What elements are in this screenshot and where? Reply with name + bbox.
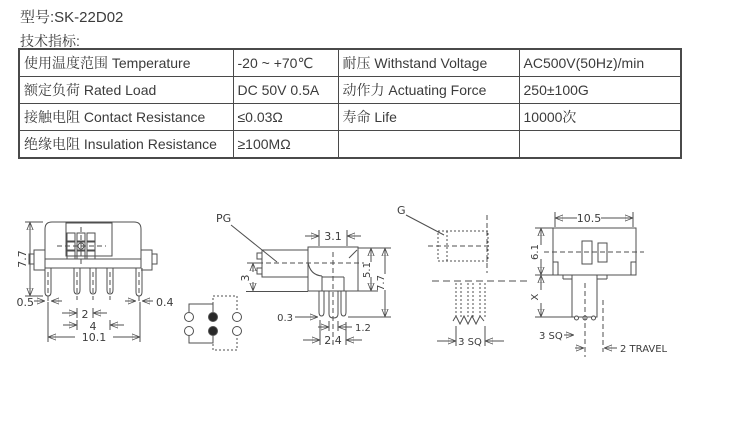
terminal-dot — [185, 327, 194, 336]
tech-spec-section-label: 技术指标: — [20, 33, 80, 49]
spec-name-cell: 绝缘电阻 Insulation Resistance — [19, 131, 233, 159]
shaft-view — [397, 204, 528, 348]
spec-table — [18, 48, 682, 159]
dim-side-top-width: 3.1 — [324, 230, 342, 243]
dim-front-pitch: 2 — [81, 308, 89, 321]
dim-side-pin-thickness: 0.3 — [277, 313, 293, 324]
dim-shaft-square: 3 SQ — [458, 337, 482, 348]
spec-value-cell: ≤0.03Ω — [233, 104, 338, 131]
knob-label: G — [397, 204, 406, 217]
terminal-dot — [233, 327, 242, 336]
dim-top-stem: X — [530, 293, 541, 301]
dim-front-width: 10.1 — [81, 331, 107, 344]
spec-value-cell — [519, 131, 681, 159]
spec-value-cell: 250±100G — [519, 77, 681, 104]
table-row — [19, 49, 681, 77]
top-view — [530, 212, 668, 357]
dim-side-total-height: 7.7 — [376, 275, 387, 291]
front-view — [16, 222, 174, 344]
common-terminal-dot — [209, 313, 218, 322]
spec-name-cell: 额定负荷 Rated Load — [19, 77, 233, 104]
spec-name-cell: 接触电阻 Contact Resistance — [19, 104, 233, 131]
spec-name-cell: 动作力 Actuating Force — [338, 77, 519, 104]
dim-front-span: 4 — [89, 320, 97, 333]
spec-value-cell: 10000次 — [519, 104, 681, 131]
terminal-dot — [185, 313, 194, 322]
dim-side-pin-width: 1.2 — [355, 323, 371, 334]
dim-top-travel: 2 TRAVEL — [620, 344, 668, 355]
spec-value-cell: -20 ~ +70℃ — [233, 49, 338, 77]
common-terminal-dot — [209, 327, 218, 336]
spec-name-cell: 寿命 Life — [338, 104, 519, 131]
spec-name-cell: 耐压 Withstand Voltage — [338, 49, 519, 77]
model-number-label: 型号:SK-22D02 — [20, 9, 124, 26]
spec-value-cell: AC500V(50Hz)/min — [519, 49, 681, 77]
dim-side-body-height: 5.1 — [362, 262, 373, 278]
dim-side-offset: 3 — [239, 274, 252, 282]
technical-drawing — [0, 190, 744, 430]
spec-value-cell: DC 50V 0.5A — [233, 77, 338, 104]
actuator-label: PG — [216, 212, 232, 225]
circuit-schematic — [185, 296, 242, 350]
terminal-dot — [233, 313, 242, 322]
dim-front-height: 7.7 — [16, 250, 29, 268]
dim-side-pin-span: 2.4 — [324, 334, 342, 347]
side-view — [216, 212, 391, 348]
dim-front-pin-left: 0.5 — [16, 296, 34, 309]
table-row — [19, 104, 681, 131]
spec-name-cell — [338, 131, 519, 159]
dim-top-shaft-square: 3 SQ — [539, 331, 563, 342]
dim-front-pin-right: 0.4 — [156, 296, 174, 309]
dim-top-depth: 6.1 — [530, 244, 541, 260]
table-row — [19, 77, 681, 104]
spec-name-cell: 使用温度范围 Temperature — [19, 49, 233, 77]
table-row — [19, 131, 681, 159]
dim-top-width: 10.5 — [576, 212, 602, 225]
spec-value-cell: ≥100MΩ — [233, 131, 338, 159]
